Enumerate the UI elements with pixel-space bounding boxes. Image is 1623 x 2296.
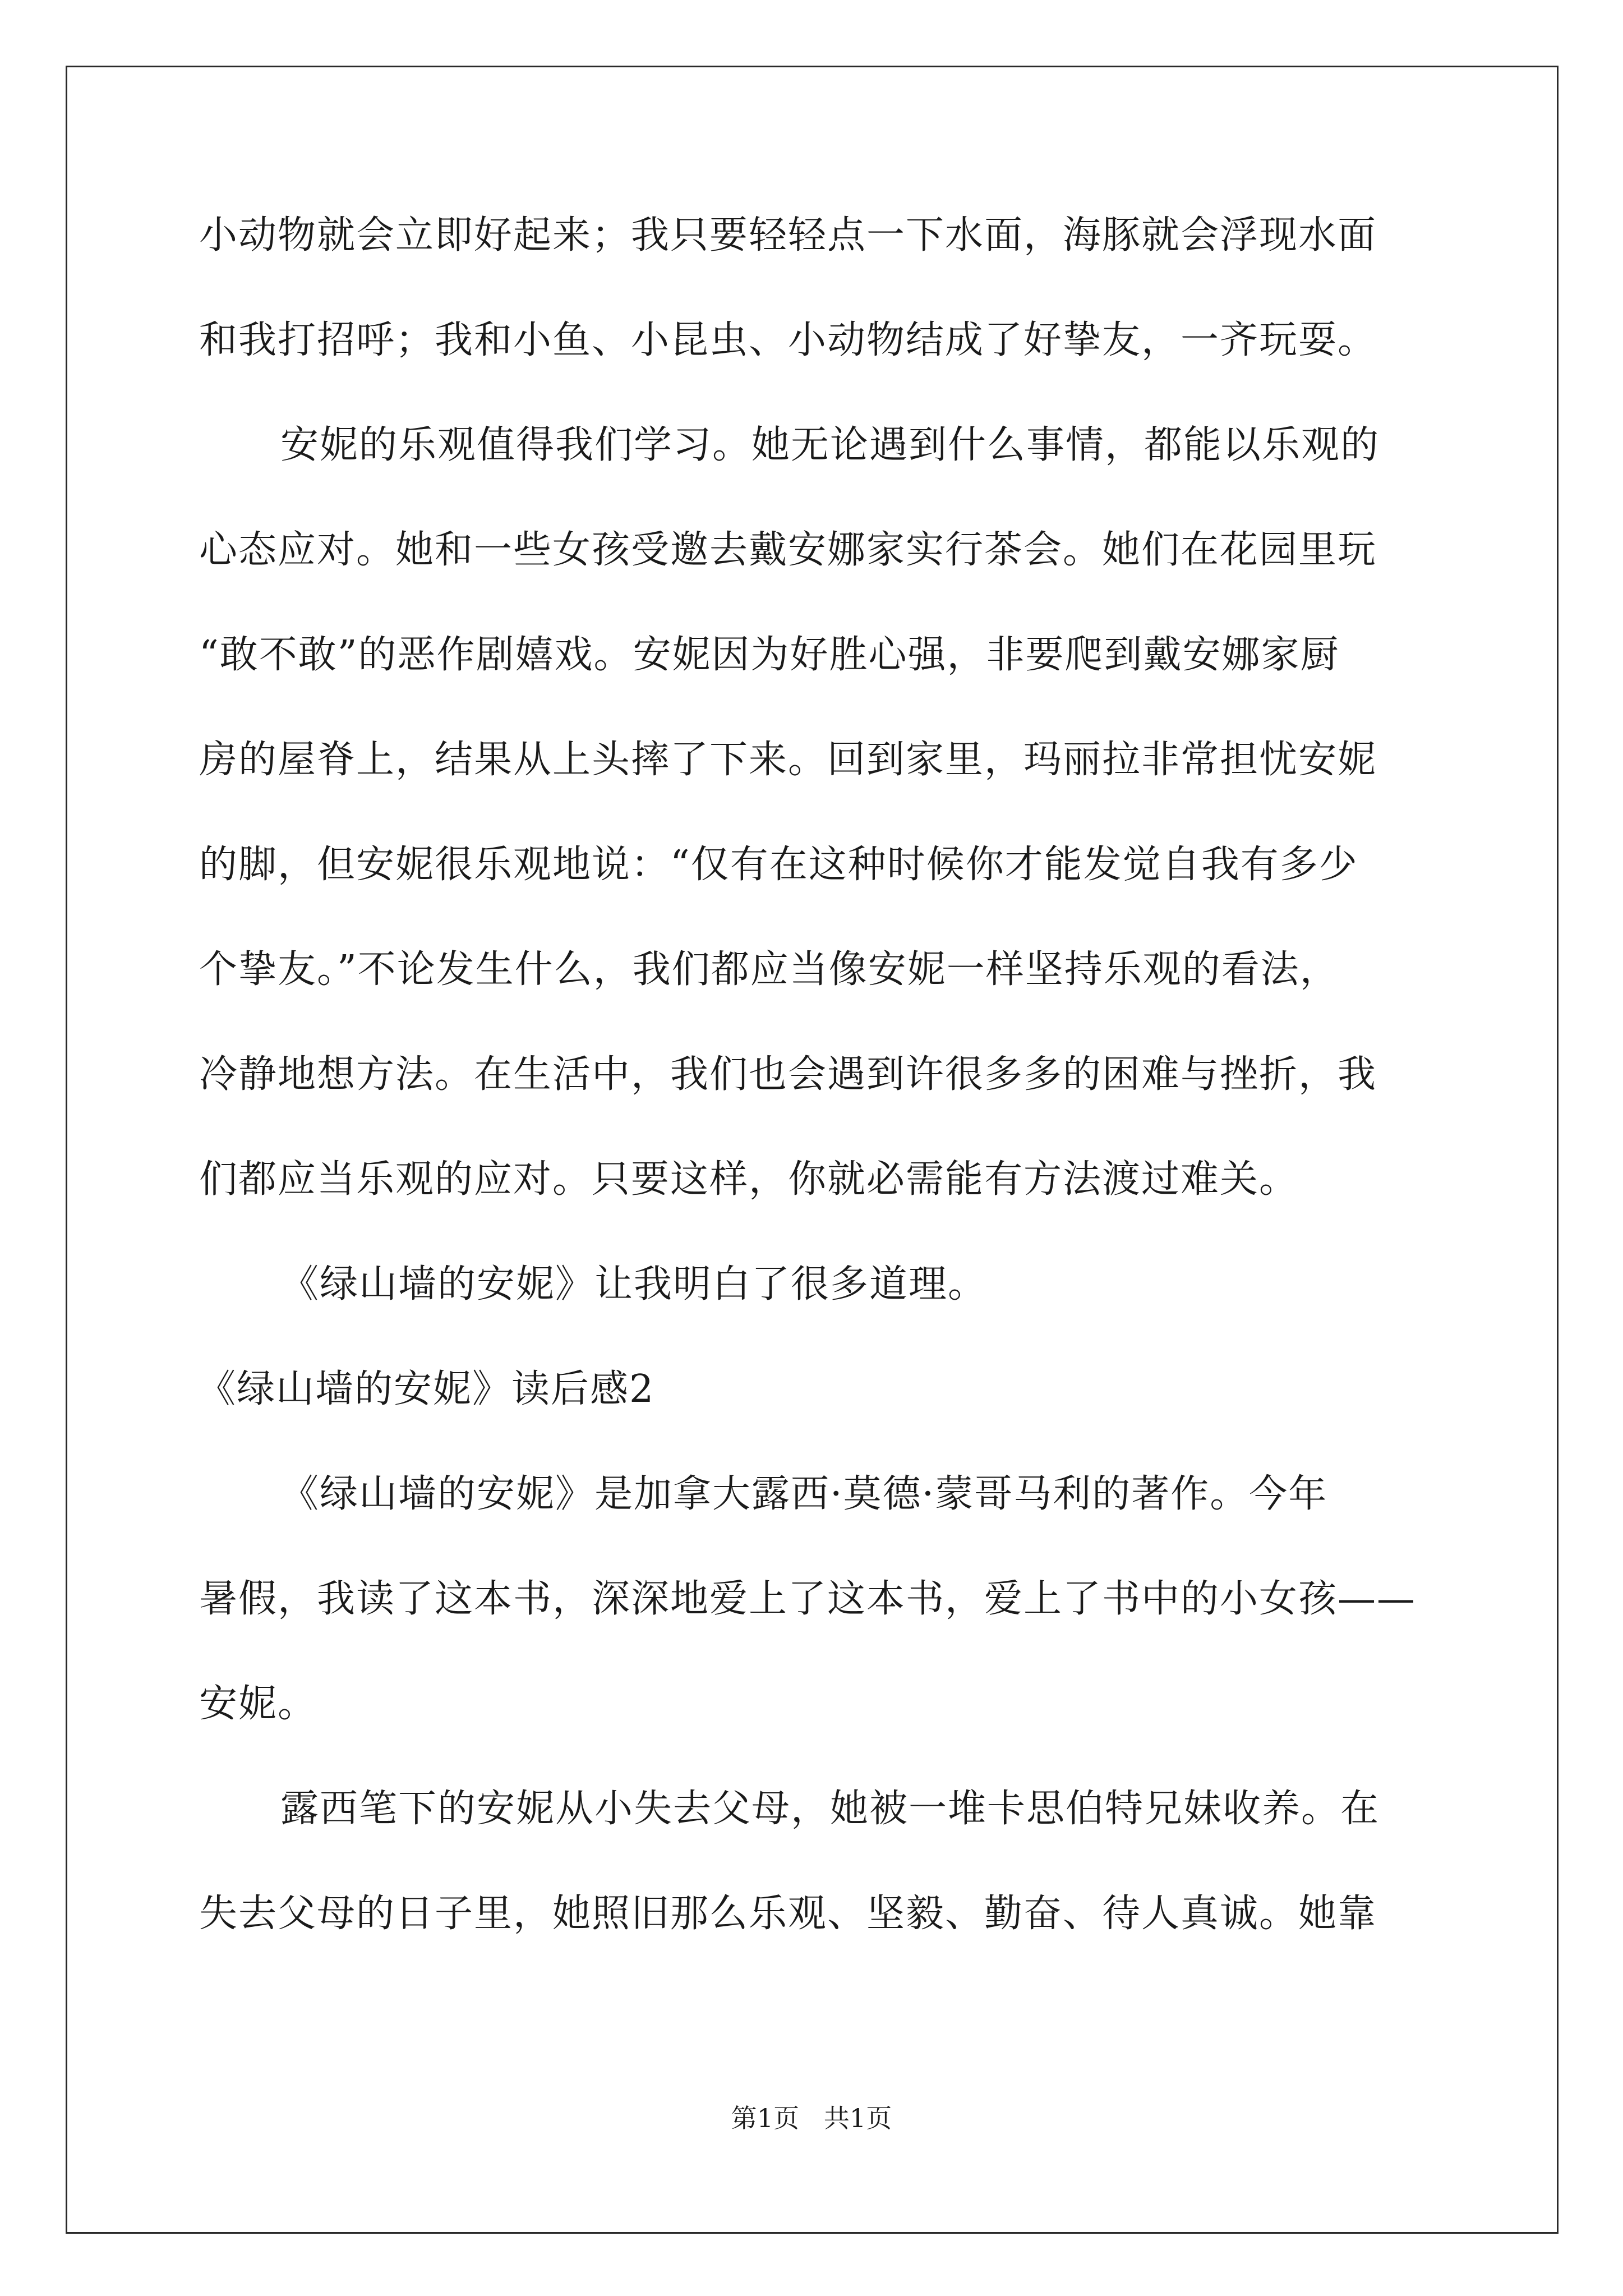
text-line: 安妮。 [199, 1682, 317, 1726]
paragraph-start: 《绿山墙的安妮》让我明白了很多道理。 [280, 1262, 988, 1306]
paragraph-start: 《绿山墙的安妮》是加拿大露西·莫德·蒙哥马利的著作。今年 [280, 1472, 1328, 1516]
text-line: 的脚，但安妮很乐观地说：“仅有在这种时候你才能发觉自我有多少 [199, 843, 1358, 887]
text-line: 失去父母的日子里，她照旧那么乐观、坚毅、勤奋、待人真诚。她靠 [199, 1892, 1377, 1936]
paragraph-start: 安妮的乐观值得我们学习。她无论遇到什么事情，都能以乐观的 [280, 423, 1380, 467]
document-body [199, 213, 1433, 1936]
text-line: 个挚友。”不论发生什么，我们都应当像安妮一样坚持乐观的看法， [199, 947, 1339, 992]
text-line: 心态应对。她和一些女孩受邀去戴安娜家实行茶会。她们在花园里玩 [199, 528, 1377, 572]
text-line: 和我打招呼；我和小鱼、小昆虫、小动物结成了好挚友，一齐玩耍。 [199, 318, 1377, 362]
text-line: “敢不敢”的恶作剧嬉戏。安妮因为好胜心强，非要爬到戴安娜家厨 [199, 633, 1340, 677]
paragraph-start: 露西笔下的安妮从小失去父母，她被一堆卡思伯特兄妹收养。在 [280, 1787, 1380, 1831]
text-line: 小动物就会立即好起来；我只要轻轻点一下水面，海豚就会浮现水面 [199, 213, 1377, 257]
section-heading: 《绿山墙的安妮》读后感2 [197, 1367, 655, 1411]
text-line: 房的屋脊上，结果从上头摔了下来。回到家里，玛丽拉非常担忧安妮 [199, 738, 1377, 782]
text-line: 暑假，我读了这本书，深深地爱上了这本书，爱上了书中的小女孩—— [199, 1577, 1417, 1621]
page-number-footer: 第1页 共1页 [731, 2103, 892, 2133]
text-line: 们都应当乐观的应对。只要这样，你就必需能有方法渡过难关。 [199, 1157, 1299, 1202]
text-line: 冷静地想方法。在生活中，我们也会遇到许很多多的困难与挫折，我 [199, 1052, 1377, 1097]
